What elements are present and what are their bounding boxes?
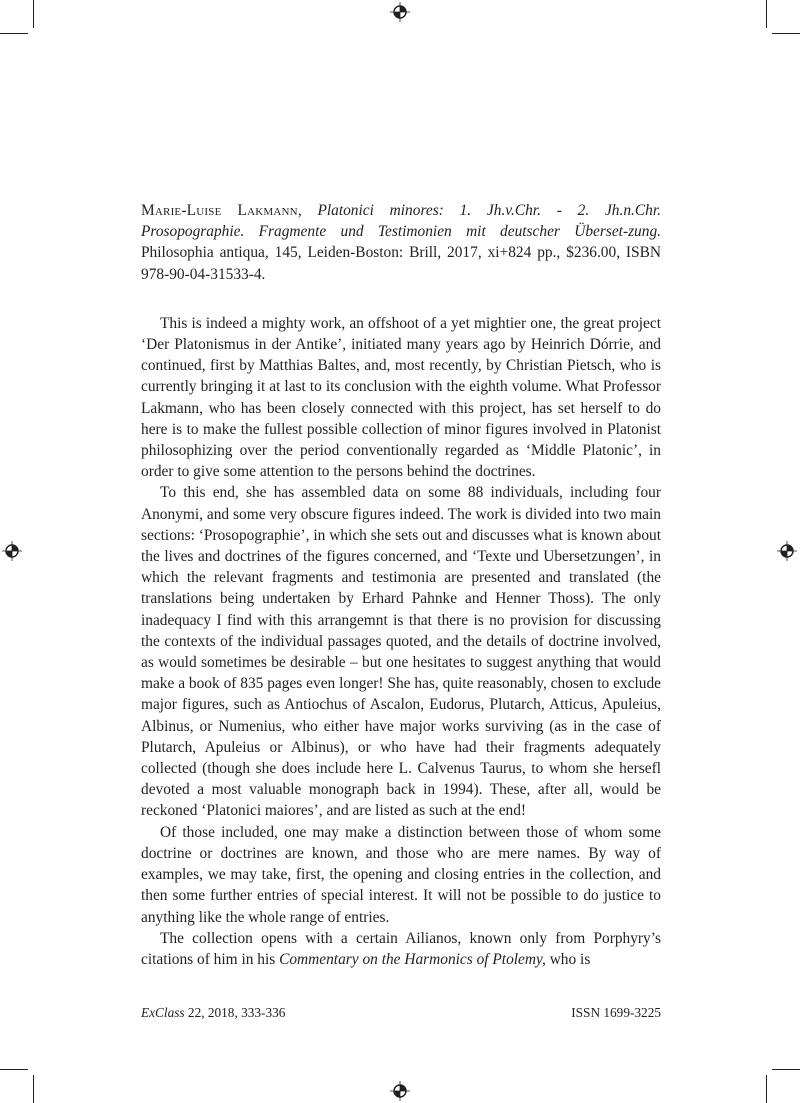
registration-mark-bottom-icon xyxy=(390,1081,410,1101)
journal-reference xyxy=(141,1005,285,1021)
article-body xyxy=(141,200,661,970)
crop-mark-top-right-h xyxy=(772,33,800,34)
book-author: Marie-Luise Lakmann xyxy=(141,202,298,219)
paragraph-2: To this end, she has assembled data on some 88 individuals, including four Anonymi, and some very obscure figures indeed. The work is divided into two main sections: ‘Prosopographie’, in which she sets out and discusses what is known about the lives and doctrines of the figures concerned, and ‘Texte und Ubersetzungen’, in which the relevant fragments and testimonia are presented and translated (the translations being undertaken by Erhard Pahnke and Henner Thoss). The only inadequacy I find with this arrangemnt is that there is no provision for discussing the contexts of the individual passages quoted, and the details of doctrine involved, as would sometimes be desirable – but one hesitates to suggest anything that would make a book of 835 pages even longer! She has, quite reasonably, chosen to exclude major figures, such as Antiochus of Ascalon, Eudorus, Plutarch, Atticus, Apuleius, Albinus, or Numenius, who either have major works surviving (as in the case of Plutarch, Apuleius or Albinus), or who have had their fragments adequately collected (though she does include here L. Calvenus Taurus, to whom she hersefl devoted a most valuable monograph back in 1994). These, after all, would be reckoned ‘Platonici maiores’, and are listed as such at the end! xyxy=(141,484,661,820)
registration-mark-top-icon xyxy=(390,2,410,22)
page-footer xyxy=(141,1005,661,1021)
crop-mark-bottom-right xyxy=(766,1075,767,1103)
journal-issue: 22, 2018, 333-336 xyxy=(184,1005,286,1020)
paragraph-4 xyxy=(141,928,661,970)
citation-separator: , xyxy=(297,202,318,219)
issn: ISSN 1699-3225 xyxy=(571,1005,661,1020)
crop-mark-bottom-right-h xyxy=(772,1069,800,1070)
crop-mark-bottom-left-h xyxy=(0,1069,28,1070)
crop-mark-bottom-left xyxy=(33,1075,34,1103)
paragraph-4-text: The collection opens with a certain Ailianos, known only from Porphyry’s citations of him in his xyxy=(141,929,661,968)
crop-mark-top-left-h xyxy=(0,33,28,34)
cited-work-title: Commentary on the Harmonics of Ptolemy, xyxy=(279,950,546,968)
paragraph-4-tail: who is xyxy=(545,950,591,968)
registration-mark-right-icon xyxy=(777,541,797,561)
book-title: Platonici minores: 1. Jh.v.Chr. - 2. Jh.n.Chr. Prosopographie. Fragmente und Testimonien mit deutscher Überset-zung. xyxy=(141,202,661,241)
book-citation xyxy=(141,200,661,285)
crop-mark-top-right xyxy=(766,0,767,28)
paragraph-3: Of those included, one may make a distinction between those of whom some doctrine or doctrines are known, and those who are mere names. By way of examples, we may take, first, the opening and closing entries in the collection, and then some further entries of special interest. It will not be possible to do justice to anything like the whole range of entries. xyxy=(141,823,661,926)
registration-mark-left-icon xyxy=(2,541,22,561)
book-details: Philosophia antiqua, 145, Leiden-Boston: Brill, 2017, xi+824 pp., $236.00, ISBN 978-90-04-31533-4. xyxy=(141,244,661,283)
paragraph-1: This is indeed a mighty work, an offshoot of a yet mightier one, the great project ‘Der Platonismus in der Antike’, initiated many years ago by Heinrich Dórrie, and continued, first by Matthias Baltes, and, most recently, by Christian Pietsch, who is currently bringing it at last to its conclusion with the eighth volume. What Professor Lakmann, who has been closely connected with this project, has set herself to do here is to make the fullest possible collection of minor figures involved in Platonist philosophizing over the period conventionally regarded as ‘Middle Platonic’, in order to give some attention to the persons behind the doctrines. xyxy=(141,314,661,481)
journal-name: ExClass xyxy=(141,1005,185,1020)
crop-mark-top-left xyxy=(33,0,34,28)
